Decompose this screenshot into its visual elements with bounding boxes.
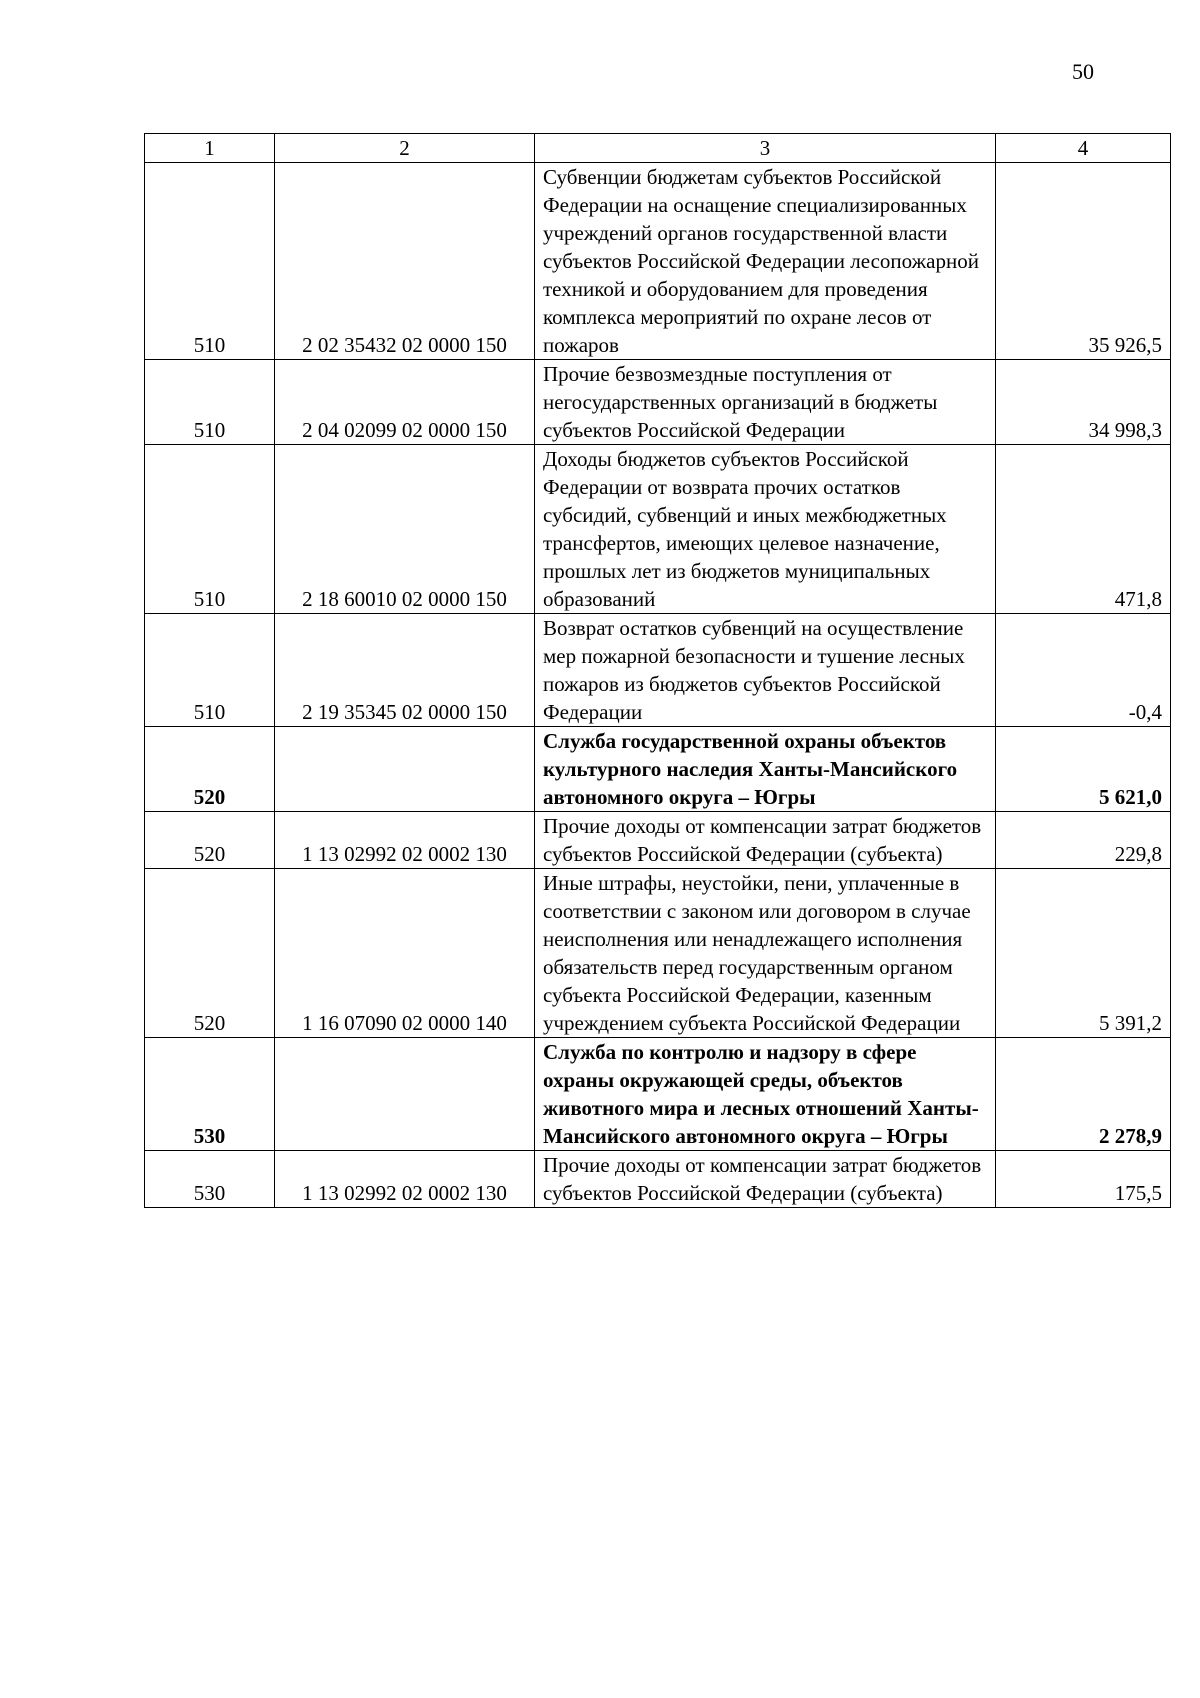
table-row: [145, 163, 1171, 360]
amount-cell: 5 621,0: [996, 727, 1171, 812]
column-header-1: 1: [145, 134, 275, 163]
amount-cell: 34 998,3: [996, 360, 1171, 445]
table-row: [145, 360, 1171, 445]
budget-code-cell: 2 04 02099 02 0000 150: [275, 360, 535, 445]
revenue-table: [144, 133, 1171, 1208]
amount-cell: 229,8: [996, 812, 1171, 869]
admin-code-cell: 520: [145, 727, 275, 812]
description-cell: Прочие доходы от компенсации затрат бюджетов субъектов Российской Федерации (субъекта): [535, 812, 996, 869]
budget-code-cell: 1 13 02992 02 0002 130: [275, 1151, 535, 1208]
table-row: [145, 445, 1171, 614]
amount-cell: 471,8: [996, 445, 1171, 614]
admin-code-cell: 510: [145, 445, 275, 614]
budget-code-cell: 1 13 02992 02 0002 130: [275, 812, 535, 869]
table-header: [145, 134, 1171, 163]
description-cell: Прочие безвозмездные поступления от негосударственных организаций в бюджеты субъектов Российской Федерации: [535, 360, 996, 445]
description-cell: Прочие доходы от компенсации затрат бюджетов субъектов Российской Федерации (субъекта): [535, 1151, 996, 1208]
amount-cell: 175,5: [996, 1151, 1171, 1208]
table-row: [145, 812, 1171, 869]
budget-code-cell: [275, 1038, 535, 1151]
table-body: [145, 163, 1171, 1208]
amount-cell: 5 391,2: [996, 869, 1171, 1038]
admin-code-cell: 530: [145, 1151, 275, 1208]
table-row: [145, 869, 1171, 1038]
description-cell: Служба по контролю и надзору в сфере охраны окружающей среды, объектов животного мира и лесных отношений Ханты-Мансийского автономного округа – Югры: [535, 1038, 996, 1151]
header-row: [145, 134, 1171, 163]
budget-code-cell: 1 16 07090 02 0000 140: [275, 869, 535, 1038]
description-cell: Иные штрафы, неустойки, пени, уплаченные в соответствии с законом или договором в случае неисполнения или ненадлежащего исполнения обязательств перед государственным органом субъекта Российской Федерации, казенным учреждением субъекта Российской Федерации: [535, 869, 996, 1038]
description-cell: Субвенции бюджетам субъектов Российской Федерации на оснащение специализированных учреждений органов государственной власти субъектов Российской Федерации лесопожарной техникой и оборудованием для проведения комплекса мероприятий по охране лесов от пожаров: [535, 163, 996, 360]
description-cell: Доходы бюджетов субъектов Российской Федерации от возврата прочих остатков субсидий, субвенций и иных межбюджетных трансфертов, имеющих целевое назначение, прошлых лет из бюджетов муниципальных образований: [535, 445, 996, 614]
amount-cell: 35 926,5: [996, 163, 1171, 360]
table-row: [145, 727, 1171, 812]
admin-code-cell: 510: [145, 614, 275, 727]
admin-code-cell: 530: [145, 1038, 275, 1151]
admin-code-cell: 520: [145, 869, 275, 1038]
budget-code-cell: 2 19 35345 02 0000 150: [275, 614, 535, 727]
budget-code-cell: [275, 727, 535, 812]
budget-code-cell: 2 02 35432 02 0000 150: [275, 163, 535, 360]
column-header-3: 3: [535, 134, 996, 163]
budget-code-cell: 2 18 60010 02 0000 150: [275, 445, 535, 614]
column-header-2: 2: [275, 134, 535, 163]
table-row: [145, 614, 1171, 727]
description-cell: Возврат остатков субвенций на осуществление мер пожарной безопасности и тушение лесных пожаров из бюджетов субъектов Российской Федерации: [535, 614, 996, 727]
admin-code-cell: 520: [145, 812, 275, 869]
table-row: [145, 1151, 1171, 1208]
admin-code-cell: 510: [145, 360, 275, 445]
column-header-4: 4: [996, 134, 1171, 163]
description-cell: Служба государственной охраны объектов культурного наследия Ханты-Мансийского автономного округа – Югры: [535, 727, 996, 812]
table-row: [145, 1038, 1171, 1151]
amount-cell: 2 278,9: [996, 1038, 1171, 1151]
amount-cell: -0,4: [996, 614, 1171, 727]
admin-code-cell: 510: [145, 163, 275, 360]
page-number: 50: [1072, 59, 1094, 84]
